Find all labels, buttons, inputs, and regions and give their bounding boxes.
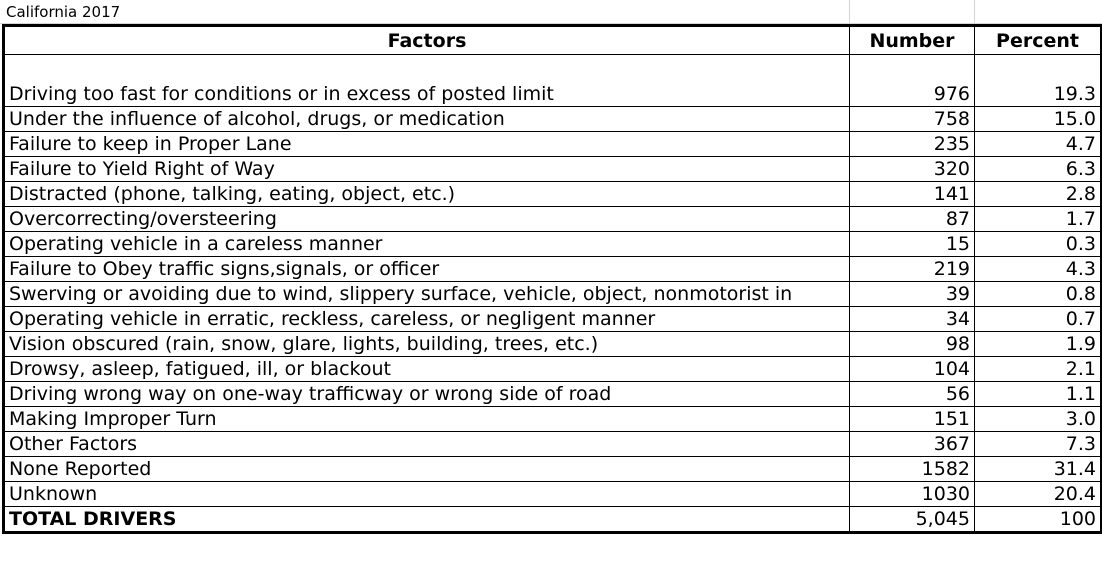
gridline <box>974 0 975 24</box>
spacer-row <box>4 55 1102 83</box>
percent-cell: 0.7 <box>975 307 1102 332</box>
number-cell: 87 <box>850 207 975 232</box>
factor-cell: Distracted (phone, talking, eating, object, etc.) <box>4 182 850 207</box>
empty-cell <box>850 55 975 83</box>
factor-cell: Failure to Obey traffic signs,signals, or officer <box>4 257 850 282</box>
table-row <box>4 182 1102 207</box>
number-cell: 34 <box>850 307 975 332</box>
table-row <box>4 82 1102 107</box>
factor-cell: Unknown <box>4 482 850 507</box>
percent-cell: 1.9 <box>975 332 1102 357</box>
percent-cell: 4.3 <box>975 257 1102 282</box>
table-body <box>4 55 1102 533</box>
percent-cell: 15.0 <box>975 107 1102 132</box>
factor-cell: Under the influence of alcohol, drugs, or medication <box>4 107 850 132</box>
total-percent: 100 <box>975 507 1102 533</box>
header-row <box>4 26 1102 55</box>
percent-cell: 6.3 <box>975 157 1102 182</box>
number-cell: 1582 <box>850 457 975 482</box>
table-row <box>4 332 1102 357</box>
table-row <box>4 257 1102 282</box>
table-row <box>4 382 1102 407</box>
gridline <box>849 0 850 24</box>
factor-cell: Operating vehicle in erratic, reckless, careless, or negligent manner <box>4 307 850 332</box>
factor-cell: Failure to keep in Proper Lane <box>4 132 850 157</box>
table-row <box>4 157 1102 182</box>
number-cell: 98 <box>850 332 975 357</box>
number-cell: 1030 <box>850 482 975 507</box>
header-factors: Factors <box>4 26 850 55</box>
table-row <box>4 407 1102 432</box>
factor-cell: Vision obscured (rain, snow, glare, lights, building, trees, etc.) <box>4 332 850 357</box>
factor-cell: Making Improper Turn <box>4 407 850 432</box>
percent-cell: 4.7 <box>975 132 1102 157</box>
factor-cell: Operating vehicle in a careless manner <box>4 232 850 257</box>
factor-cell: Drowsy, asleep, fatigued, ill, or blackout <box>4 357 850 382</box>
percent-cell: 19.3 <box>975 82 1102 107</box>
number-cell: 219 <box>850 257 975 282</box>
percent-cell: 7.3 <box>975 432 1102 457</box>
percent-cell: 2.8 <box>975 182 1102 207</box>
percent-cell: 3.0 <box>975 407 1102 432</box>
table-row <box>4 457 1102 482</box>
total-label: TOTAL DRIVERS <box>4 507 850 533</box>
table-row <box>4 307 1102 332</box>
caption-row <box>0 0 1102 24</box>
number-cell: 235 <box>850 132 975 157</box>
factor-cell: Overcorrecting/oversteering <box>4 207 850 232</box>
table-row <box>4 357 1102 382</box>
table-row <box>4 232 1102 257</box>
factor-cell: Driving too fast for conditions or in excess of posted limit <box>4 82 850 107</box>
number-cell: 15 <box>850 232 975 257</box>
total-number: 5,045 <box>850 507 975 533</box>
factor-cell: Driving wrong way on one-way trafficway or wrong side of road <box>4 382 850 407</box>
header-number: Number <box>850 26 975 55</box>
number-cell: 56 <box>850 382 975 407</box>
number-cell: 367 <box>850 432 975 457</box>
table-row <box>4 107 1102 132</box>
percent-cell: 0.8 <box>975 282 1102 307</box>
table-row <box>4 207 1102 232</box>
percent-cell: 0.3 <box>975 232 1102 257</box>
factor-cell: None Reported <box>4 457 850 482</box>
table-row <box>4 482 1102 507</box>
percent-cell: 1.1 <box>975 382 1102 407</box>
total-row <box>4 507 1102 533</box>
number-cell: 758 <box>850 107 975 132</box>
percent-cell: 2.1 <box>975 357 1102 382</box>
percent-cell: 31.4 <box>975 457 1102 482</box>
percent-cell: 1.7 <box>975 207 1102 232</box>
table-row <box>4 282 1102 307</box>
factor-cell: Swerving or avoiding due to wind, slippery surface, vehicle, object, nonmotorist in <box>4 282 850 307</box>
table-row <box>4 432 1102 457</box>
factor-cell: Other Factors <box>4 432 850 457</box>
number-cell: 104 <box>850 357 975 382</box>
number-cell: 320 <box>850 157 975 182</box>
empty-cell <box>975 55 1102 83</box>
empty-cell <box>4 55 850 83</box>
factors-table <box>2 24 1102 534</box>
number-cell: 976 <box>850 82 975 107</box>
table-row <box>4 132 1102 157</box>
factor-cell: Failure to Yield Right of Way <box>4 157 850 182</box>
number-cell: 151 <box>850 407 975 432</box>
number-cell: 39 <box>850 282 975 307</box>
table-caption: California 2017 <box>6 3 121 21</box>
percent-cell: 20.4 <box>975 482 1102 507</box>
number-cell: 141 <box>850 182 975 207</box>
header-percent: Percent <box>975 26 1102 55</box>
